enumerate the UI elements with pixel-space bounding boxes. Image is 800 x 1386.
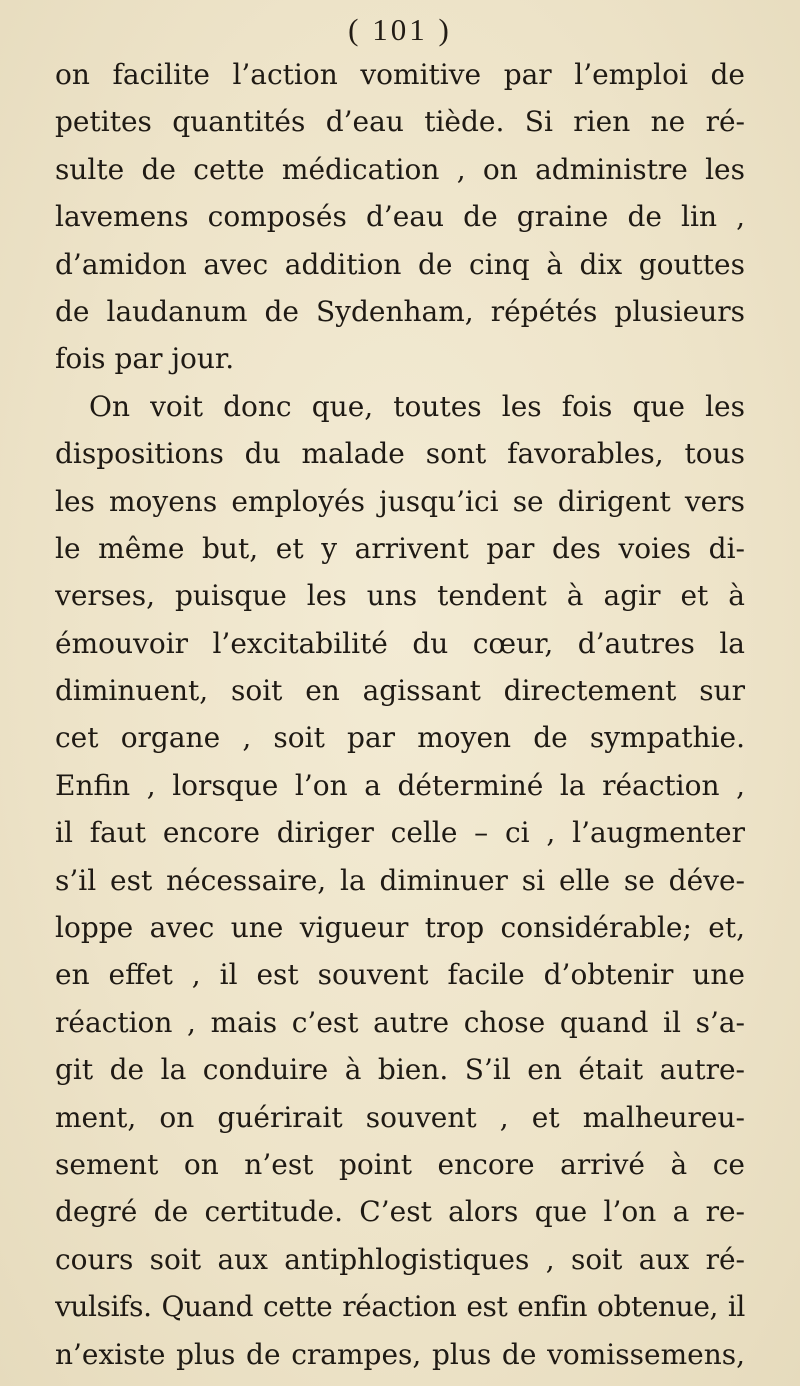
text-line: les moyens employés jusqu’ici se dirigent vers [55,484,745,518]
text-line: cours soit aux antiphlogistiques , soit aux ré- [55,1242,745,1276]
text-line: cet organe , soit par moyen de sympathie. [55,721,745,755]
text-line: le même but, et y arrivent par des voies di- [55,531,745,565]
text-line: il faut encore diriger celle – ci , l’augmenter [55,816,745,850]
text-line: vulsifs. Quand cette réaction est enfin obtenue, il [55,1290,745,1324]
text-line: diminuent, soit en agissant directement sur [55,674,745,708]
text-line-paragraph-start: On voit donc que, toutes les fois que les [89,389,745,423]
text-line: d’amidon avec addition de cinq à dix gouttes [55,247,745,281]
text-line: dispositions du malade sont favorables, tous [55,437,745,471]
text-line: en effet , il est souvent facile d’obtenir une [55,958,745,992]
body-text [55,51,745,1378]
text-line: loppe avec une vigueur trop considérable; et, [55,911,745,945]
text-line: sement on n’est point encore arrivé à ce [55,1147,745,1181]
text-line: Enfin , lorsque l’on a déterminé la réaction , [55,768,745,802]
text-line: s’il est nécessaire, la diminuer si elle se déve- [55,863,745,897]
page-number: ( 101 ) [348,12,452,47]
text-line: émouvoir l’excitabilité du cœur, d’autres la [55,626,745,660]
text-line: ment, on guérirait souvent , et malheureu- [55,1100,745,1134]
text-line: réaction , mais c’est autre chose quand il s’a- [55,1005,745,1039]
text-line: degré de certitude. C’est alors que l’on a re- [55,1195,745,1229]
text-line: verses, puisque les uns tendent à agir et à [55,579,745,613]
text-line: git de la conduire à bien. S’il en était autre- [55,1053,745,1087]
text-line: on facilite l’action vomitive par l’emploi de [55,58,745,91]
text-line: n’existe plus de crampes, plus de vomissemens, [55,1337,745,1371]
text-line: de laudanum de Sydenham, répétés plusieurs [55,294,745,328]
text-line: sulte de cette médication , on administre les [55,152,745,186]
text-line-paragraph-end: fois par jour. [55,342,235,376]
text-line: lavemens composés d’eau de graine de lin , [55,200,745,234]
text-line: petites quantités d’eau tiède. Si rien ne ré- [55,105,745,139]
